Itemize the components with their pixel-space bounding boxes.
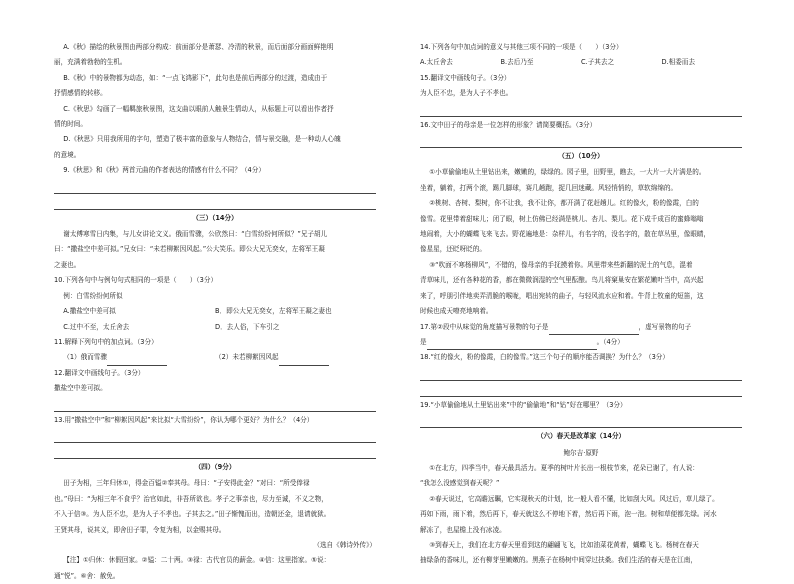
answer-line[interactable] <box>420 382 742 397</box>
section-3-heading: （三）（14分） <box>192 213 238 222</box>
question-14: 14.下列各句中加点词的意义与其他三项不同的一项是（ ）（3分） <box>420 43 623 51</box>
section-5-heading: （五）（10分） <box>558 152 604 161</box>
passage-5-line7: ③“吹面不寒杨柳风”，不错的，像母亲的手抚摸着你。风里带来些新翻的泥土的气息，混着 <box>429 260 693 269</box>
question-10-option-d: D．去人俗，下车引之 <box>215 322 280 331</box>
section-4-heading: （四）（9分） <box>194 462 236 471</box>
answer-line[interactable] <box>420 413 742 428</box>
question-10-options-row1 <box>54 304 376 319</box>
question-11-item-2: （2）未若柳絮因风起 <box>215 350 376 365</box>
option-a: A.《秋》描绘的秋景图由两部分构成：前面部分是萧瑟、冷清的秋景，而后面部分画面鲜艳明 <box>63 43 334 51</box>
question-12: 12.翻译文中画线句子。（3分） <box>54 368 145 377</box>
question-11: 11.解释下列句中的加点词。（3分） <box>54 337 158 346</box>
question-15: 15.翻译文中画线句子。（3分） <box>420 73 511 82</box>
question-10-option-c: C.过中不至，太丘舍去 <box>63 322 130 331</box>
option-b-cont: 抒情感情的转移。 <box>54 89 107 98</box>
passage-4-note-cont: 通“悦”。⑥舍：赦免。 <box>54 571 120 580</box>
right-column <box>420 40 742 569</box>
option-b: B.《秋》中的景物都为动态，如：“一点飞鸿影下”，此句也是前后两部分的过渡，造成由于 <box>63 73 328 82</box>
passage-6-line5: 解冻了，也屋檐上没有冰凌。 <box>420 525 506 534</box>
question-11-items <box>54 350 376 365</box>
answer-line[interactable] <box>54 179 376 194</box>
option-a-cont: 丽，充满着勃勃的生机。 <box>54 58 127 67</box>
passage-6-line2: “我怎么没感觉到春天呢？” <box>420 479 500 488</box>
answer-blank[interactable] <box>427 339 597 350</box>
option-c: C.《秋思》勾画了一幅羁旅秋景图，这支曲以眼前人触景生情动人，从标题上可以看出作者抒 <box>63 104 334 113</box>
passage-5-line2: 坐着，躺着，打两个滚，踢几脚球，赛几趟跑，捉几回迷藏。风轻悄悄的，草软绵绵的。 <box>420 183 678 192</box>
question-10-example: 例：白雪纷纷何所似 <box>63 291 123 300</box>
passage-5-line6: 像星星，还眨呀眨的。 <box>420 245 486 254</box>
question-14-option-c: C.子其去之 <box>581 58 615 67</box>
passage-3-line2: 曰：“撒盐空中差可拟。”兄女曰：“未若柳絮因风起。”公大笑乐。即公大兄无奕女，左将军王凝 <box>54 245 325 254</box>
question-19: 19.“小草偷偷地从土里钻出来”中的“偷偷地”和“钻”好在哪里？（3分） <box>420 400 627 409</box>
passage-5-line3: ②桃树、杏树、梨树，你不让我，我不让你，都开满了花赶趟儿。红的像火，粉的像霞，白的 <box>429 199 699 208</box>
passage-3-line3: 之妻也。 <box>54 260 81 269</box>
passage-4-line3: 不入于信③。为人臣不忠，是为人子不孝也。子其去之。”田子惭愧而出，造朝还金，退请就狱。 <box>54 510 331 519</box>
option-c-cont: 情的时间。 <box>54 120 87 129</box>
question-10-options-row2 <box>54 320 376 335</box>
passage-6-line7: 抽绿条的香味儿，还有柳芽里嫩嫩的。黑燕子在杨树中间穿过扶桑。我们生活的春天是在江南， <box>420 556 697 565</box>
question-10-option-a: A.撒盐空中差可拟 <box>63 307 116 316</box>
question-18: 18.“红的像火，粉的像霞，白的像雪。”这三个句子的顺序能否调换？为什么？（3分） <box>420 353 669 362</box>
question-10-option-b: B．即公大兄无奕女，左将军王凝之妻也 <box>215 307 332 316</box>
passage-6-line1: ①在北方，四季当中，春天最具活力。夏季的树叶片长出一根枝节来，花朵已谢了，有人说： <box>429 463 699 472</box>
answer-line[interactable] <box>54 195 376 210</box>
question-12-sentence: 撒盐空中差可拟。 <box>54 384 107 393</box>
passage-4-source: （选自《韩诗外传》） <box>313 540 376 549</box>
answer-blank[interactable] <box>279 355 329 366</box>
passage-4-line4: 王贤其母，说其义，即舍田子罪，令复为相，以金赐其母。 <box>54 525 226 534</box>
passage-4-line1: 田子为相，三年归休①，得金百镒②奉其母。母曰：“子安得此金？”对曰：“所受俸禄 <box>63 479 310 488</box>
question-14-options <box>420 55 742 70</box>
question-14-option-b: B.去后乃至 <box>500 58 534 67</box>
option-d-cont: 的意境。 <box>54 150 81 159</box>
left-column <box>54 40 376 584</box>
passage-6-author: 鲍尔吉·原野 <box>563 448 599 457</box>
answer-line[interactable] <box>420 133 742 148</box>
question-15-sentence: 为人臣不忠，是为人子不孝也。 <box>420 89 513 98</box>
passage-6-line6: ③到春天上，我们在北方春天里看到这的翩翩飞飞，比如油菜花黄着，蝴蝶飞飞。杨树在春天 <box>429 540 699 549</box>
passage-3-line1: 谢太傅寒雪日内集，与儿女讲论文义。俄而雪骤，公欣然曰：“白雪纷纷何所似？”兄子胡儿 <box>63 230 328 239</box>
passage-4-line2: 也。”母曰：“为相三年不食乎？治官如此，非吾所欲也。孝子之事亲也，尽力至诚，不义之物， <box>54 494 328 503</box>
passage-5-line9: 来了，呼朋引伴地卖弄清脆的喉咙，唱出宛转的曲子，与轻风流水应和着。牛背上牧童的短笛，这 <box>420 291 704 300</box>
passage-5-line8: 青草味儿，还有各种花的香，都在微微润湿的空气里酝酿。鸟儿将窠巢安在繁花嫩叶当中，高兴起 <box>420 276 704 285</box>
question-17: 17.第②段中从味觉的角度描写景物的句子是 ，虚写景物的句子 <box>420 320 742 335</box>
passage-5-line1: ①小草偷偷地从土里钻出来，嫩嫩的，绿绿的。园子里，田野里，瞧去，一大片一大片满是的。 <box>429 168 706 177</box>
answer-line[interactable] <box>420 366 742 381</box>
passage-6-line4: 再如下雨，雨下着，然后再下，春天就这么不停地下着，然后再下雨，泡一泡。树和草便都先绿。河水 <box>420 510 717 519</box>
answer-blank[interactable] <box>549 324 639 335</box>
passage-5-line5: 地闹着，大小的蝴蝶飞来飞去。野花遍地是：杂样儿，有名字的，没名字的，散在草丛里，像眼睛， <box>420 230 711 239</box>
passage-5-line4: 像雪。花里带着甜味儿；闭了眼，树上仿佛已经满是桃儿、杏儿、梨儿。花下成千成百的蜜蜂嗡嗡 <box>420 214 704 223</box>
answer-line[interactable] <box>420 102 742 117</box>
answer-line[interactable] <box>54 428 376 443</box>
question-14-option-d: D.相委而去 <box>661 58 696 67</box>
question-16: 16.文中田子的母亲是一位怎样的形象？请简要概括。（3分） <box>420 120 597 129</box>
question-11-item-1: （1）俄而雪骤 <box>54 350 215 365</box>
answer-line[interactable] <box>54 397 376 412</box>
answer-line[interactable] <box>54 444 376 459</box>
question-17-cont: 是 。（4分） <box>420 335 742 350</box>
question-13: 13.用“撒盐空中”和“柳絮因风起”来比拟“大雪纷纷”，你认为哪个更好？为什么？（4分） <box>54 415 314 424</box>
option-d: D.《秋思》只用我所用的字句，塑造了极丰富的意象与人物结合，情与景交融，是一种动人心魄 <box>63 135 341 144</box>
question-9: 9.《秋思》和《秋》两首元曲的作者表达的情感有什么不同？（4分） <box>63 166 265 175</box>
section-6-heading: （六）春天是改革家（14分） <box>536 432 626 441</box>
passage-5-line10: 时候也成天嘹亮地响着。 <box>420 307 493 316</box>
passage-4-note: 【注】①归休：休假回家。②镒：二十两。③禄：古代官员的薪金。④信：这里指家。⑤说： <box>63 556 331 565</box>
passage-6-line3: ②春天说过，它高瞻远瞩，它实现秋天的计划，比一般人看不懂，比如刮大风。风过后，草儿绿了。 <box>429 494 719 503</box>
answer-blank[interactable] <box>107 355 167 366</box>
question-10: 10.下列各句中与例句句式相同的一项是（ ）（3分） <box>54 276 218 285</box>
question-14-option-a: A.太丘舍去 <box>420 58 453 67</box>
